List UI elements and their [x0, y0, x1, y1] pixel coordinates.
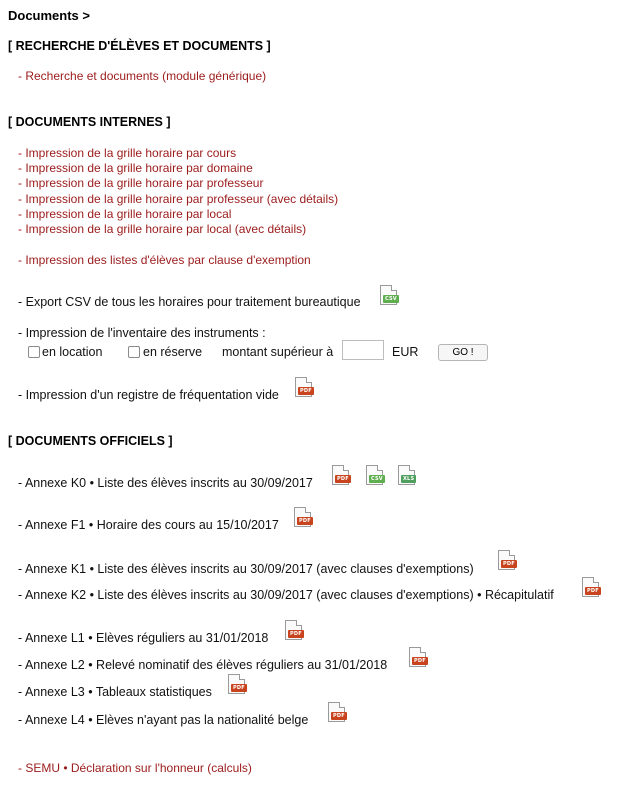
pdf-file-icon[interactable]: PDF — [498, 550, 516, 571]
section-title-search: [ RECHERCHE D'ÉLÈVES ET DOCUMENTS ] — [8, 39, 271, 53]
link-schedule-by-room[interactable]: - Impression de la grille horaire par local — [18, 207, 232, 221]
pdf-file-icon[interactable]: PDF — [295, 377, 313, 398]
link-students-by-exemption[interactable]: - Impression des listes d'élèves par clause d'exemption — [18, 253, 311, 267]
link-schedule-by-domain[interactable]: - Impression de la grille horaire par domaine — [18, 161, 253, 175]
link-semu-declaration[interactable]: - SEMU • Déclaration sur l'honneur (calculs) — [18, 761, 252, 775]
in-stock-label: en réserve — [143, 345, 203, 359]
breadcrumb[interactable]: Documents > — [8, 8, 90, 23]
link-schedule-by-course[interactable]: - Impression de la grille horaire par cours — [18, 146, 237, 160]
annex-k1-label: - Annexe K1 • Liste des élèves inscrits au 30/09/2017 (avec clauses d'exemptions) — [18, 562, 474, 576]
pdf-file-icon[interactable]: PDF — [332, 465, 350, 486]
annex-f1-label: - Annexe F1 • Horaire des cours au 15/10/2017 — [18, 518, 279, 532]
go-button[interactable]: GO ! — [438, 344, 488, 361]
xls-file-icon[interactable]: XLS — [398, 465, 416, 486]
pdf-file-icon[interactable]: PDF — [294, 507, 312, 528]
on-loan-label: en location — [42, 345, 103, 359]
attendance-register-label: - Impression d'un registre de fréquentation vide — [18, 388, 279, 402]
csv-file-icon[interactable]: CSV — [366, 465, 384, 486]
export-csv-label: - Export CSV de tous les horaires pour traitement bureautique — [18, 295, 361, 309]
annex-l2-label: - Annexe L2 • Relevé nominatif des élèves réguliers au 31/01/2018 — [18, 658, 388, 672]
annex-l4-label: - Annexe L4 • Elèves n'ayant pas la nationalité belge — [18, 713, 309, 727]
link-generic-search[interactable]: - Recherche et documents (module générique) — [18, 69, 267, 83]
in-stock-checkbox[interactable] — [128, 346, 140, 358]
annex-l1-label: - Annexe L1 • Elèves réguliers au 31/01/2018 — [18, 631, 269, 645]
csv-file-icon[interactable]: CSV — [380, 285, 398, 306]
link-schedule-by-teacher[interactable]: - Impression de la grille horaire par professeur — [18, 176, 264, 190]
section-title-internal: [ DOCUMENTS INTERNES ] — [8, 115, 171, 129]
link-schedule-by-room-detailed[interactable]: - Impression de la grille horaire par local (avec détails) — [18, 222, 307, 236]
section-title-official: [ DOCUMENTS OFFICIELS ] — [8, 434, 173, 448]
pdf-file-icon[interactable]: PDF — [228, 674, 246, 695]
inventory-title: - Impression de l'inventaire des instruments : — [18, 326, 266, 340]
on-loan-checkbox[interactable] — [28, 346, 40, 358]
pdf-file-icon[interactable]: PDF — [582, 577, 600, 598]
pdf-file-icon[interactable]: PDF — [285, 620, 303, 641]
currency-label: EUR — [392, 345, 419, 359]
pdf-file-icon[interactable]: PDF — [409, 647, 427, 668]
amount-label: montant supérieur à — [222, 345, 334, 359]
annex-k0-label: - Annexe K0 • Liste des élèves inscrits au 30/09/2017 — [18, 476, 313, 490]
amount-input[interactable] — [342, 340, 384, 360]
annex-l3-label: - Annexe L3 • Tableaux statistiques — [18, 685, 212, 699]
annex-k2-label: - Annexe K2 • Liste des élèves inscrits au 30/09/2017 (avec clauses d'exemptions) • Récapitulatif — [18, 588, 554, 602]
pdf-file-icon[interactable]: PDF — [328, 702, 346, 723]
link-schedule-by-teacher-detailed[interactable]: - Impression de la grille horaire par professeur (avec détails) — [18, 192, 339, 206]
